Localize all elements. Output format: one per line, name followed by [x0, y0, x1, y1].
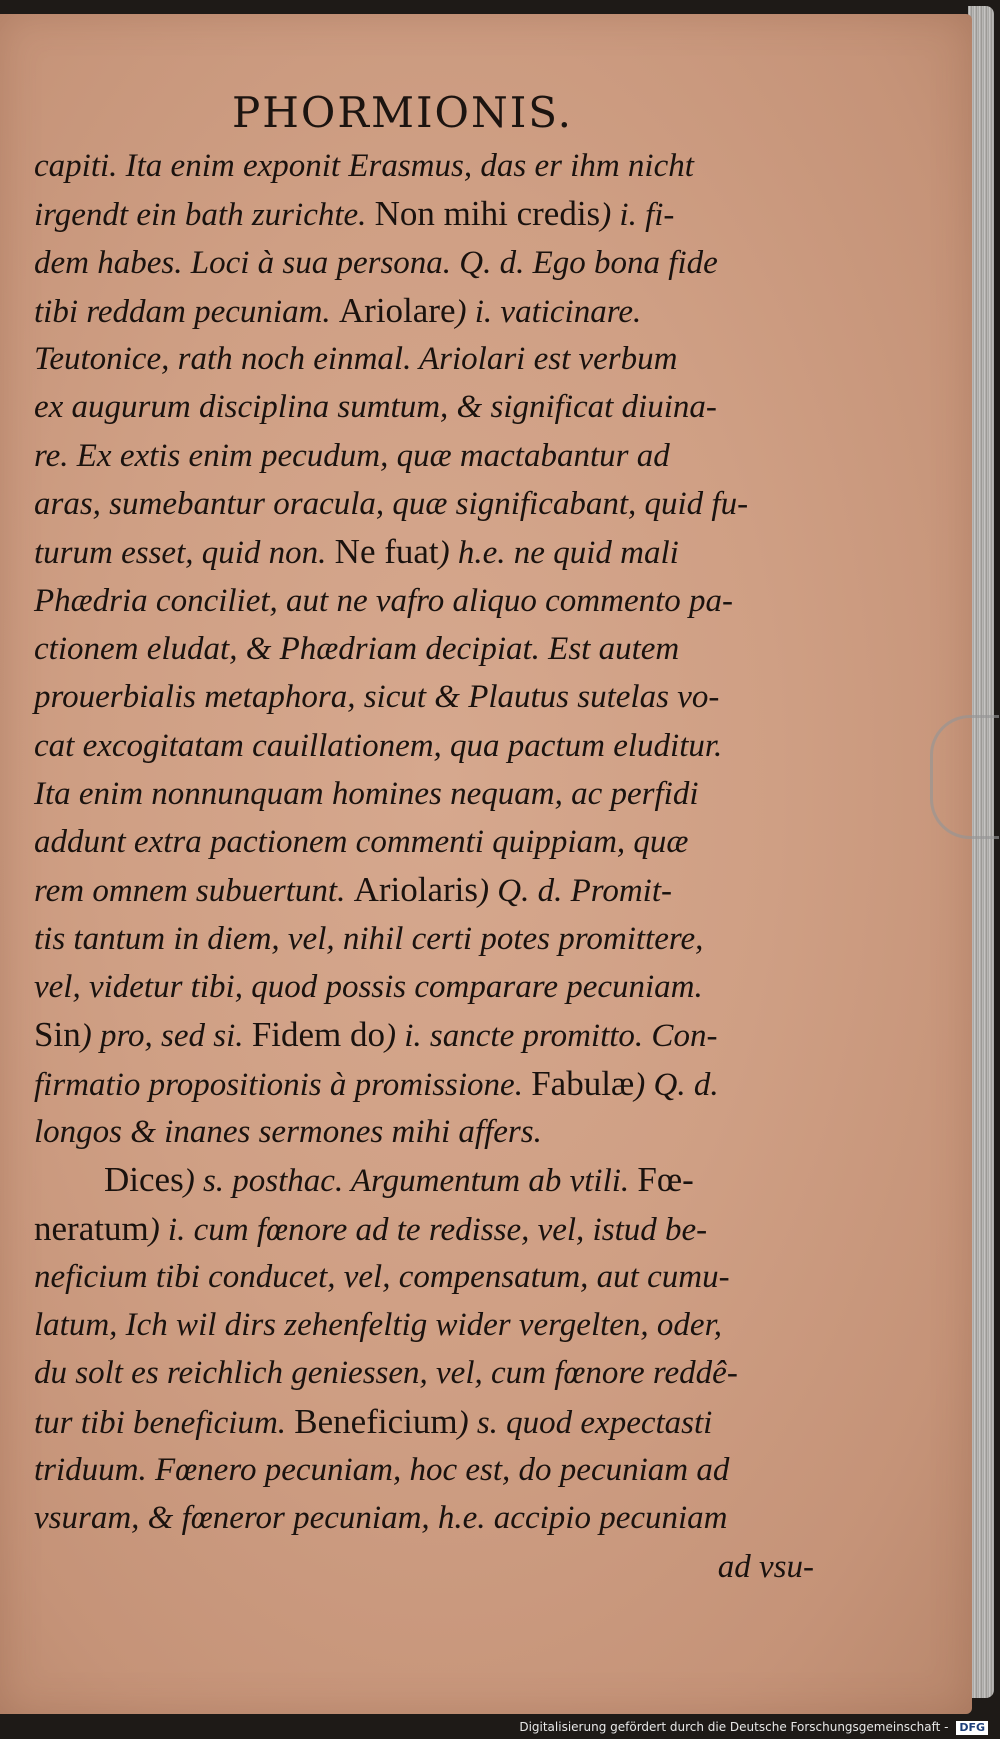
lemma-segment: Fidem do [251, 1015, 386, 1055]
commentary-segment: ) h.e. ne quid mali [438, 535, 679, 572]
text-line [34, 287, 814, 335]
lemma-segment: Dices [104, 1160, 184, 1200]
commentary-segment: turum esset, quid non. [34, 535, 335, 572]
commentary-segment: Ita enim nonnunquam homines nequam, ac perfidi [34, 775, 699, 812]
lemma-segment: Beneficium [294, 1401, 458, 1441]
commentary-segment: ) i. cum fœnore ad te redisse, vel, istud be- [148, 1211, 708, 1248]
lemma-segment: Fabulæ [531, 1063, 635, 1103]
text-line [34, 1108, 814, 1156]
commentary-segment: re. Ex extis enim pecudum, quæ mactabantur ad [34, 437, 670, 474]
text-line [34, 239, 814, 287]
text-line [34, 673, 814, 721]
text-line [34, 1446, 814, 1494]
commentary-segment: Teutonice, rath noch einmal. Ariolari est verbum [34, 341, 678, 378]
lemma-segment: Non mihi credis [374, 194, 601, 234]
text-line [34, 963, 814, 1011]
commentary-segment: capiti. Ita enim exponit Erasmus, das er ihm nicht [34, 148, 694, 184]
text-line [34, 577, 814, 625]
text-line [34, 866, 814, 914]
text-line [34, 770, 814, 818]
text-line [34, 1301, 814, 1349]
text-line [34, 818, 814, 866]
commentary-segment: neficium tibi conducet, vel, compensatum, aut cumu- [34, 1258, 730, 1295]
commentary-segment: ex augurum disciplina sumtum, & significat diuina- [34, 389, 717, 426]
commentary-segment: ) i. fi- [600, 197, 675, 234]
commentary-segment: ad vsu- [717, 1548, 814, 1585]
commentary-segment: vsuram, & fœneror pecuniam, h.e. accipio pecuniam [34, 1500, 728, 1537]
text-line [34, 1205, 814, 1253]
lemma-segment: neratum [34, 1208, 149, 1248]
commentary-segment: du solt es reichlich geniessen, vel, cum fœnore reddê- [34, 1355, 738, 1392]
lemma-segment: Ne fuat [334, 532, 439, 572]
text-line [34, 142, 814, 190]
text-line [34, 1011, 814, 1059]
text-line [34, 625, 814, 673]
commentary-segment: dem habes. Loci à sua persona. Q. d. Ego bona fide [34, 244, 718, 281]
commentary-segment: latum, Ich wil dirs zehenfeltig wider vergelten, oder, [34, 1307, 723, 1344]
text-line [34, 1156, 814, 1204]
text-line [34, 190, 814, 238]
text-line [34, 335, 814, 383]
commentary-segment: firmatio propositionis à promissione. [34, 1066, 532, 1103]
commentary-segment: longos & inanes sermones mihi affers. [34, 1113, 542, 1150]
commentary-segment: cat excogitatam cauillationem, qua pactum eluditur. [34, 727, 723, 764]
credit-text: Digitalisierung gefördert durch die Deutsche Forschungsgemeinschaft - [519, 1720, 949, 1734]
lemma-segment: Fœ- [637, 1160, 694, 1200]
dfg-logo: DFG [956, 1721, 988, 1735]
commentary-segment: ) s. quod expectasti [457, 1404, 713, 1441]
lemma-segment: Ariolaris [353, 870, 478, 910]
text-line [34, 1349, 814, 1397]
commentary-segment: ) s. posthac. Argumentum ab vtili. [183, 1163, 638, 1200]
commentary-segment: aras, sumebantur oracula, quæ significabant, quid fu- [34, 486, 749, 523]
commentary-segment: tibi reddam pecuniam. [34, 293, 339, 330]
commentary-segment: ) i. vaticinare. [455, 293, 642, 330]
commentary-segment: prouerbialis metaphora, sicut & Plautus sutelas vo- [34, 679, 720, 716]
commentary-segment: vel, videtur tibi, quod possis comparare pecuniam. [34, 969, 703, 1006]
commentary-text [34, 142, 814, 1591]
text-line [34, 432, 814, 480]
text-line [34, 528, 814, 576]
text-line [34, 1060, 814, 1108]
text-line [34, 722, 814, 770]
text-line [34, 1398, 814, 1446]
commentary-segment: tur tibi beneficium. [34, 1404, 295, 1441]
commentary-segment: ) pro, sed si. [80, 1018, 252, 1055]
lemma-segment: Ariolare [338, 290, 456, 330]
commentary-segment: ) Q. d. Promit- [478, 873, 673, 910]
commentary-segment: ) i. sancte promitto. Con- [385, 1018, 718, 1055]
lemma-segment: Sin [34, 1015, 81, 1055]
commentary-segment: ) Q. d. [634, 1066, 719, 1103]
text-line [34, 1253, 814, 1301]
commentary-segment: triduum. Fœnero pecuniam, hoc est, do pecuniam ad [34, 1452, 730, 1489]
text-line [34, 480, 814, 528]
commentary-segment: addunt extra pactionem commenti quippiam, quæ [34, 824, 689, 861]
commentary-segment: tis tantum in diem, vel, nihil certi potes promittere, [34, 920, 704, 957]
commentary-segment: Phædria conciliet, aut ne vafro aliquo commento pa- [34, 582, 733, 619]
text-line [34, 1543, 814, 1591]
digitization-credit [519, 1720, 988, 1735]
text-line [34, 383, 814, 431]
text-line [34, 1494, 814, 1542]
running-head: PHORMIONIS. [232, 88, 573, 137]
commentary-segment: irgendt ein bath zurichte. [34, 197, 375, 234]
page-clip-shadow [930, 715, 999, 839]
commentary-segment: rem omnem subuertunt. [34, 873, 354, 910]
commentary-segment: ctionem eludat, & Phædriam decipiat. Est autem [34, 630, 680, 667]
text-line [34, 915, 814, 963]
